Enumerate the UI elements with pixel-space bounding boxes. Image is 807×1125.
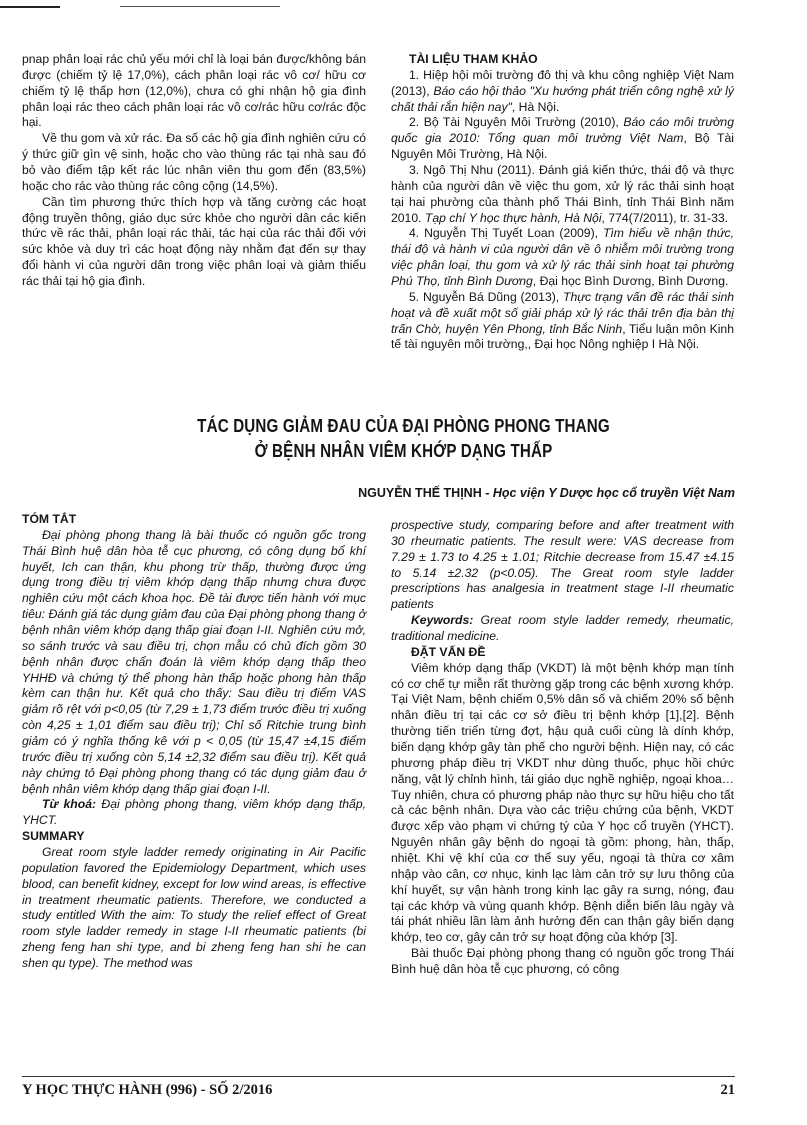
reference-text: 4. Nguyễn Thị Tuyết Loan (2009), (409, 226, 603, 241)
author-name: NGUYỄN THẾ THỊNH (358, 486, 482, 500)
top-rule (0, 6, 807, 8)
keywords-text: Đại phòng phong thang, viêm khớp dạng thấp, YHCT. (22, 797, 366, 828)
reference-title: Báo cáo hội thảo "Xu hướng phát triển công nghệ xử lý chất thải rắn hiện nay" (391, 83, 734, 114)
keywords-label: Keywords: (411, 613, 474, 628)
reference-title: Tạp chí Y học thực hành, Hà Nội (424, 210, 602, 225)
abstract-en-body: Great room style ladder remedy originating in Air Pacific population favored the Epidemiology Department, which uses blood, can benefit kidney, except for low wind areas, is effective in treatment rheumatic patients. Therefore, we conducted a study entitled With the aim: To study the relief effect of Great room style ladder remedy in stage I-II rheumatic patients (bi zheng feng han shi type, and bi zheng feng han shi he can shen qu type). The method was (22, 845, 366, 971)
reference-text: , Đại học Bình Dương, Bình Dương. (532, 274, 729, 289)
reference-item (391, 163, 734, 226)
article-title (97, 413, 710, 463)
reference-item (391, 226, 734, 289)
page-footer (22, 1081, 735, 1103)
conclusion-paragraph: Về thu gom và xử rác. Đa số các hộ gia đình nghiên cứu có ý thức giữ gìn vệ sinh, hoặc cho vào thùng rác tại nhà sau đó bỏ vào điểm tập kết rác lúc nhân viên thu gom đến (83,5%) hoặc cho rác vào thùng rác công cộng (14,5%). (22, 131, 366, 193)
abstract-en-body-continued: prospective study, comparing before and after treatment with 30 rheumatic patients. The result were: VAS decrease from 7.29 ± 1.73 to 4.25 ± 1.01; Ritchie decrease from 15.47 ±4.15 to 5.14 ±2.32 (p<0.05). The Great room style ladder prescriptions has analgesia in treatment stage I-II rheumatic patients (391, 518, 734, 612)
reference-item (391, 290, 734, 353)
references-heading: TÀI LIỆU THAM KHẢO (409, 52, 538, 66)
reference-text: , Hà Nội. (511, 99, 560, 114)
keywords-label: Từ khoá: (42, 797, 97, 812)
reference-text: 5. Nguyễn Bá Dũng (2013), (409, 289, 564, 304)
intro-paragraph: Viêm khớp dạng thấp (VKDT) là một bệnh khớp mạn tính có cơ chế tự miễn rất thường gặp trong các bệnh xương khớp. Tại Việt Nam, bệnh chiếm 0,5% dân số và chiếm 20% số bệnh nhân điều trị tại các cơ sở điều trị bệnh khớp [1],[2]. Bệnh thường tiến triển từng đợt, hậu quả cuối cùng là dính khớp, biến dạng khớp gây tàn phế cho người bệnh. Hiện nay, có các phương pháp điều trị VKDT như dùng thuốc, phục hồi chức năng, vật lý chỉnh hình, tái giáo dục nghề nghiệp, ngoại khoa… Tuy nhiên, chưa có phương pháp nào thực sự hữu hiệu cho tất cả các bệnh nhân. Dựa vào các triệu chứng của bệnh, VKDT được xếp vào phạm vi chứng tý của Y học cổ truyền (YHCT). Nguyên nhân gây bệnh do ngoại tà gồm: phong, hàn, thấp, nhiệt. Khi vệ khí của cơ thể suy yếu, ngoại tà thừa cơ xâm nhập vào cân, cơ nhục, kinh lạc làm cản trở sự lưu thông của khí huyết, sự vận hành trong kinh lạc gây ra sưng, nóng, đau tại các khớp và vùng quanh khớp. Bệnh diễn biến lâu ngày và tái phát nhiều lần làm ảnh hưởng đến can thận gây biến dạng khớp, teo cơ, gây cản trở sự hoạt động của khớp [3]. (391, 660, 734, 945)
conclusion-paragraph: Cần tìm phương thức thích hợp và tăng cường các hoạt động truyền thông, giáo dục sức khỏe cho người dân các kiến thức về rác thải, phân loại rác thải, tác hại của rác thải đối với sức khỏe và duy trì các hoạt động này nhằm đạt đến sự thay đổi hành vi của người dân trong việc phân loại và giảm thiểu rác thải tại hộ gia đình. (22, 194, 366, 289)
article-title-line: Ở BỆNH NHÂN VIÊM KHỚP DẠNG THẤP (254, 440, 553, 461)
journal-name: Y HỌC THỰC HÀNH (996) - SỐ 2/2016 (22, 1082, 273, 1098)
abstract-vi-keywords (22, 797, 366, 829)
conclusion-paragraph: pnap phân loại rác chủ yếu mới chỉ là loại bán được/không bán được (chiếm tỷ lệ 17,0%), cách phân loại rác vô cơ/ hữu cơ chiếm tỷ lệ thấp hơn (12,0%), chưa có ghi nhận hộ gia đình phân loại rác theo cách phân loại rác vô cơ/rác hữu cơ/rác độc hại. (22, 52, 366, 130)
top-rule-segment (0, 6, 60, 8)
intro-heading: ĐẶT VẤN ĐỀ (411, 644, 486, 659)
article-title-line: TÁC DỤNG GIẢM ĐAU CỦA ĐẠI PHÒNG PHONG THANG (197, 415, 610, 436)
reference-text: , Tiểu luận môn Kinh tế tài nguyên môi trường,, Đại học Nông nghiệp I Hà Nội. (391, 321, 734, 352)
keywords-text: Great room style ladder remedy, rheumatic, traditional medicine. (391, 613, 734, 644)
abstract-vi-heading: TÓM TẮT (22, 512, 77, 526)
abstract-en-heading: SUMMARY (22, 829, 85, 844)
reference-text: 3. Ngô Thị Nhu (2011). Đánh giá kiến thức, thái độ và thực hành của người dân về việc thu gom, xử lý rác thải sinh hoạt tại hai phường của thành phố Thái Bình, tỉnh Thái Bình năm 2010. (391, 163, 734, 225)
author-line (290, 485, 735, 501)
reference-text: , Bộ Tài Nguyên Môi Trường, Hà Nội. (391, 131, 734, 162)
author-affiliation: - Học viện Y Dược học cổ truyền Việt Nam (481, 486, 735, 500)
reference-item (391, 68, 734, 116)
reference-text: , 774(7/2011), tr. 31-33. (601, 210, 729, 225)
reference-title: Tìm hiểu về nhận thức, thái độ và hành vi của người dân về ô nhiễm môi trường trong việc phân loại, thu gom và xử lý rác thải sinh hoạt tại phường Phú Thọ, tỉnh Bình Dương (391, 226, 735, 289)
abstract-vi-body: Đại phòng phong thang là bài thuốc có nguồn gốc trong Thái Bình huệ dân hòa tễ cục phương, có công dụng bổ khí huyết, Ich can thận, khu phong trừ thấp, thường được ứng dụng trong điều trị viêm khớp dạng thấp nhưng chưa được nghiên cứu một cách khoa học. Đề tài được tiến hành với mục tiêu: Đánh giá tác dụng giảm đau của Đại phòng phong thang ở bệnh nhân viêm khớp dạng thấp giai đoạn I-II. Nghiên cứu mở, so sánh trước và sau điều trị, chọn mẫu có chủ đích gồm 30 bệnh nhân được chẩn đoán là viêm khớp dạng thấp theo YHHĐ và chứng tý thể phong hàn thấp hoặc phong hàn thấp kèm can thận hư. Kết quả cho thấy: Sau điều trị điểm VAS giảm rõ rệt với p<0,05 (từ 7,29 ± 1,73 điểm trước điều trị xuống còn 4,25 ± 1,01 điểm sau điều trị); Chỉ số Ritchie trung bình giảm có ý nghĩa thống kê với p < 0,05 (từ 15,47 ±4,15 điểm trước điều trị xuống còn 5,14 ±2,32 điểm sau điều trị). Kết quả này chứng tỏ Đại phòng phong thang có tác dụng giảm đau ở bệnh nhân viêm khớp dạng thấp giai đoạn I-II. (22, 527, 366, 796)
footer-rule (22, 1076, 735, 1077)
reference-item (391, 115, 734, 163)
top-rule-segment (120, 6, 280, 7)
body-column (391, 518, 734, 978)
previous-article-conclusion (22, 52, 366, 290)
reference-title: Thực trạng vấn đề rác thải sinh hoạt và đề xuất một số giải pháp xử lý rác thải trên địa bàn thị trấn Chờ, huyện Yên Phong, tỉnh Bắc Ninh (391, 289, 734, 336)
page-number: 21 (720, 1082, 735, 1098)
reference-text: 1. Hiệp hội môi trường đô thị và khu công nghiệp Việt Nam (2013), (391, 67, 734, 98)
abstract-column (22, 512, 366, 972)
reference-title: Báo cáo môi trường quốc gia 2010: Tổng quan môi trường Việt Nam (391, 115, 734, 146)
intro-paragraph: Bài thuốc Đại phòng phong thang có nguồn gốc trong Thái Bình huệ dân hòa tễ cục phương, có công (391, 946, 734, 977)
reference-text: 2. Bộ Tài Nguyên Môi Trường (2010), (409, 115, 624, 130)
abstract-en-keywords (391, 613, 734, 645)
references-section (391, 52, 734, 353)
